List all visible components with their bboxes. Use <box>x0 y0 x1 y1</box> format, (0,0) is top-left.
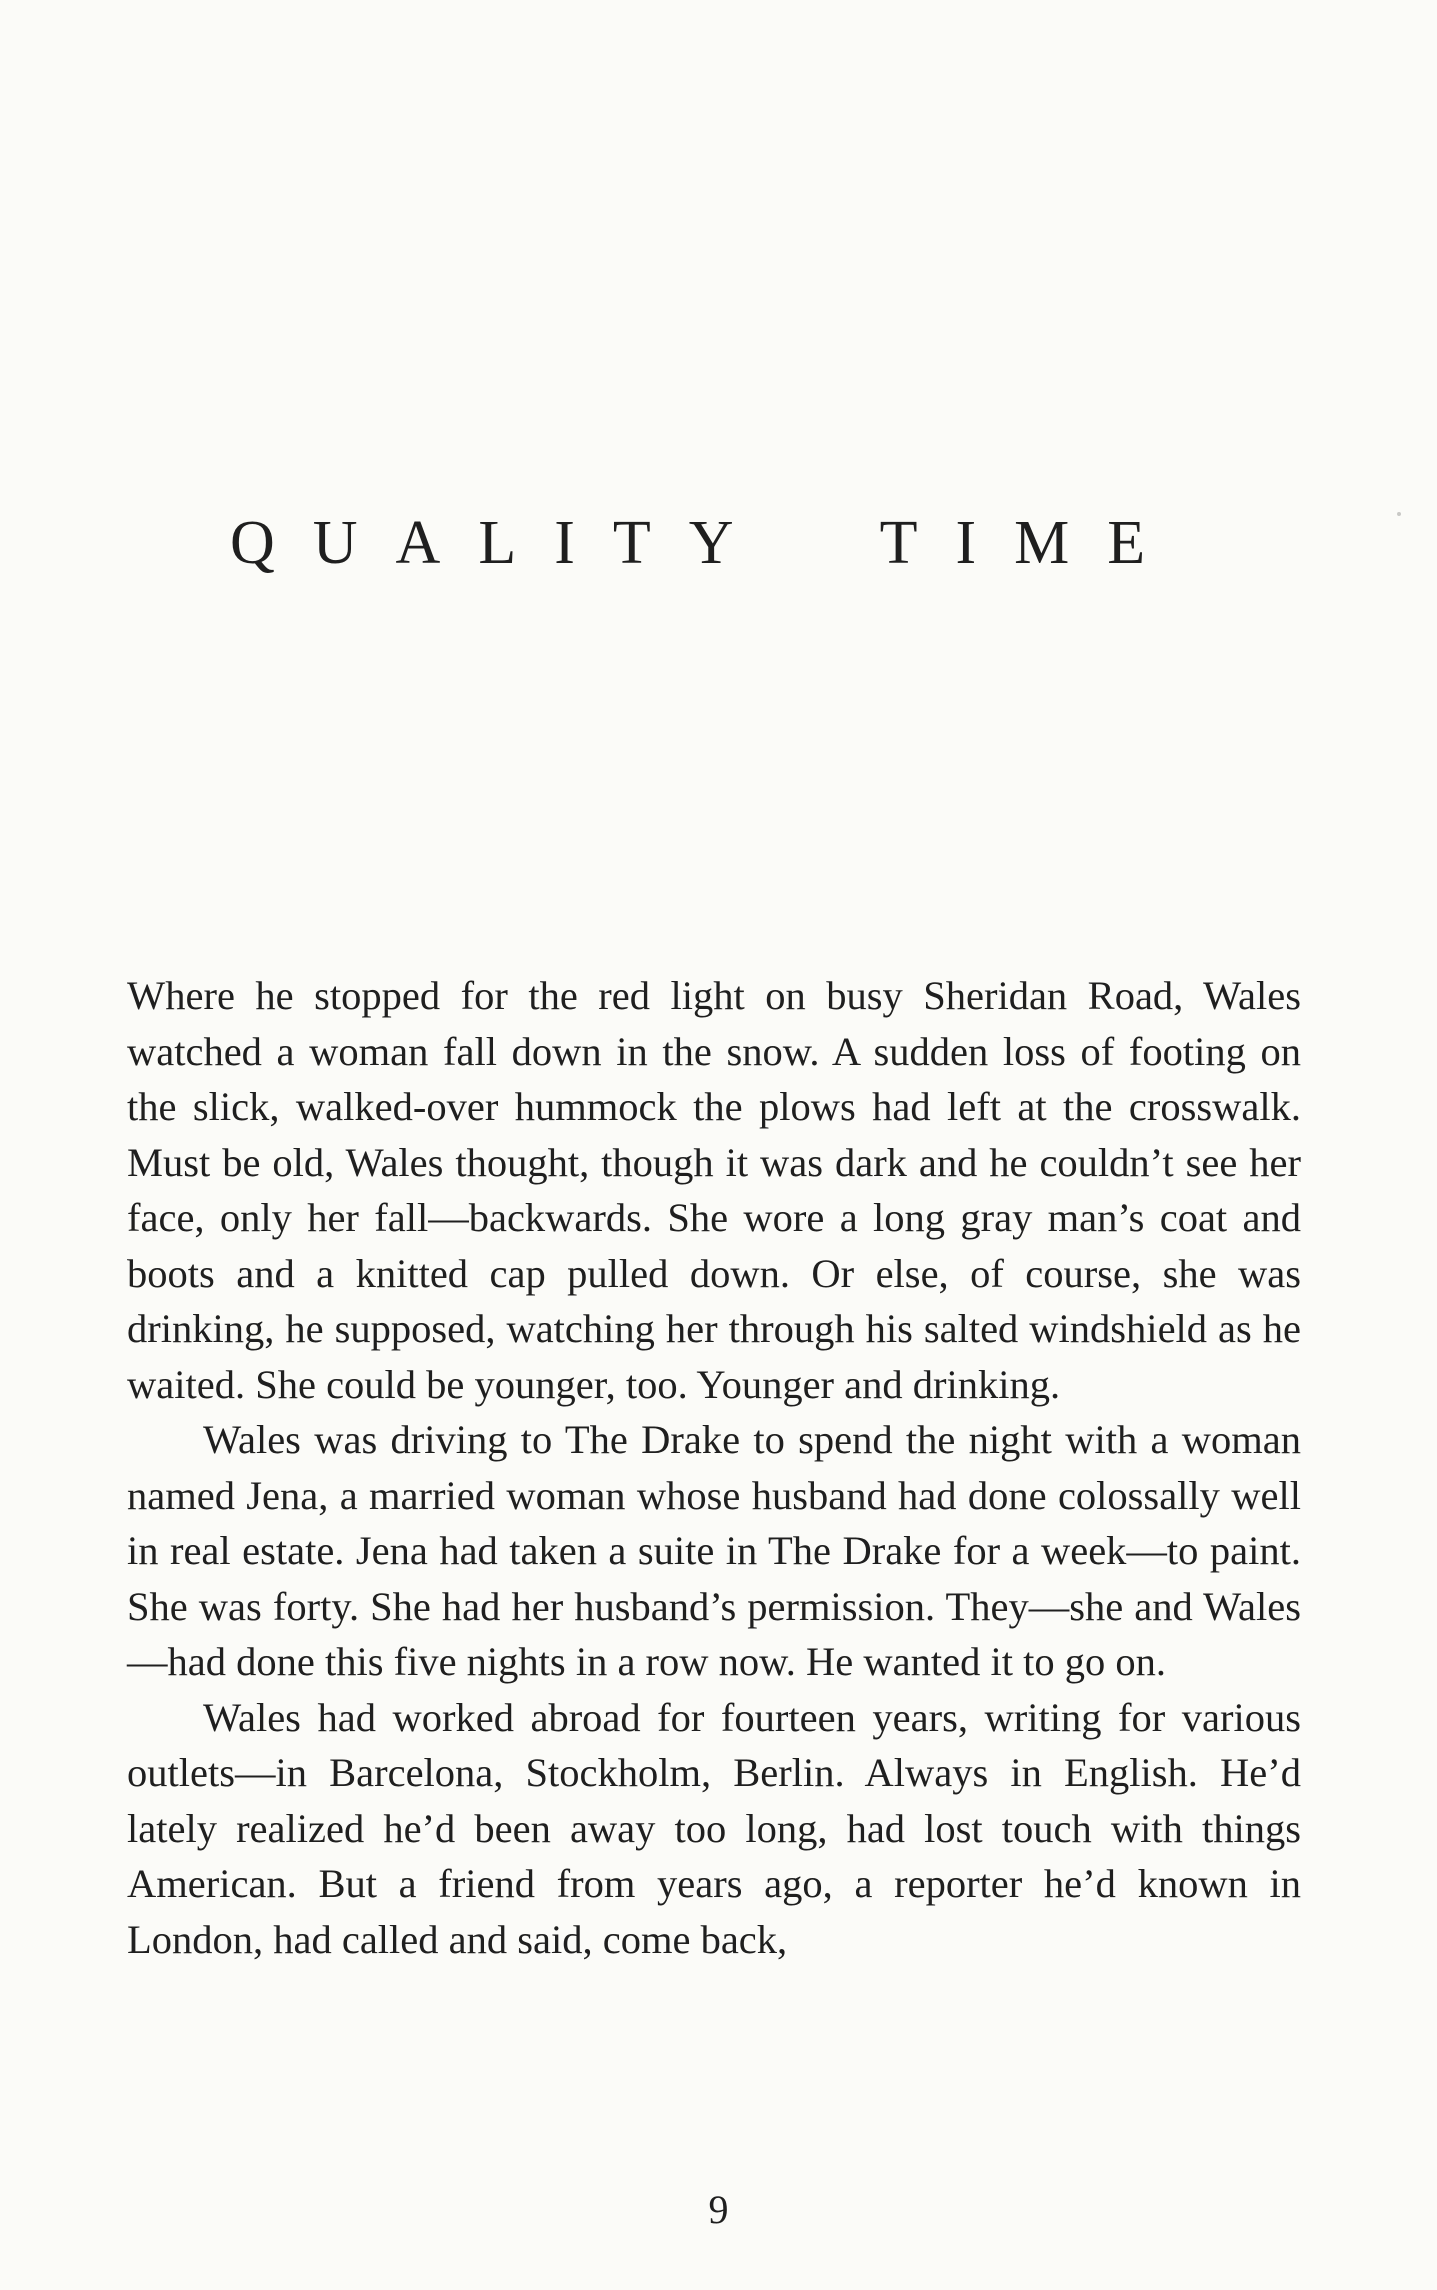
paragraph-3: Wales had worked abroad for fourteen years, writing for various outlets—in Barcelona, Stockholm, Berlin. Always in English. He’d lately realized he’d been away too long, had lost touch with things American. But a friend from years ago, a reporter he’d known in London, had called and said, come back, <box>127 1694 1301 1962</box>
chapter-title: QUALITY TIME <box>230 509 1184 577</box>
paper-speck <box>1397 512 1401 516</box>
body-text <box>127 968 1301 1967</box>
paragraph-1: Where he stopped for the red light on busy Sheridan Road, Wales watched a woman fall down in the snow. A sudden loss of footing on the slick, walked-over hummock the plows had left at the crosswalk. Must be old, Wales thought, though it was dark and he couldn’t see her face, only her fall—backwards. She wore a long gray man’s coat and boots and a knitted cap pulled down. Or else, of course, she was drinking, he supposed, watching her through his salted windshield as he waited. She could be younger, too. Younger and drinking. <box>127 973 1301 1407</box>
page-number: 9 <box>708 2187 729 2232</box>
paragraph-2: Wales was driving to The Drake to spend the night with a woman named Jena, a married woman whose husband had done colossally well in real estate. Jena had taken a suite in The Drake for a week—to paint. She was forty. She had her husband’s permission. They—she and Wales—had done this five nights in a row now. He wanted it to go on. <box>127 1417 1301 1684</box>
